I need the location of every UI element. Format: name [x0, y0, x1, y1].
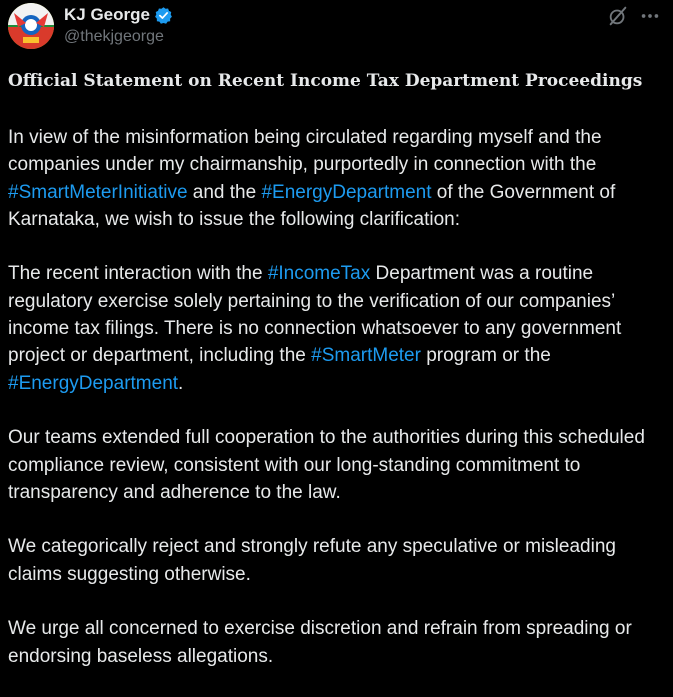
hashtag-link[interactable]: #IncomeTax: [267, 263, 371, 285]
hashtag-link[interactable]: #EnergyDepartment: [8, 372, 179, 394]
post-body: [8, 124, 668, 697]
grok-icon[interactable]: [607, 5, 629, 27]
paragraph-cooperation: Our teams extended full cooperation to the authorities during this scheduled compliance review, consistent with our long-standing commitment to transparency and adherence to the law.: [8, 427, 645, 503]
avatar[interactable]: [8, 3, 54, 49]
paragraph-urge: We urge all concerned to exercise discretion and refrain from spreading or endorsing baseless allegations.: [8, 618, 632, 667]
avatar-emblem-icon: [8, 3, 54, 49]
text-segment: program or the: [420, 345, 551, 367]
hashtag-link[interactable]: #SmartMeterInitiative: [8, 181, 188, 203]
hashtag-link[interactable]: #EnergyDepartment: [261, 181, 432, 203]
text-segment: and the: [187, 181, 262, 203]
author-handle[interactable]: @thekjgeorge: [64, 28, 164, 45]
hashtag-link[interactable]: #SmartMeter: [311, 345, 421, 367]
text-segment: .: [178, 372, 184, 394]
paragraph-refute: We categorically reject and strongly refute any speculative or misleading claims suggesting otherwise.: [8, 536, 616, 585]
post-header: [0, 0, 673, 60]
verified-badge-icon: [154, 6, 173, 25]
text-segment: of the Government of Karnataka, we wish to issue the following clarification:: [8, 181, 616, 230]
paragraph-income-tax: [8, 260, 668, 396]
text-segment: In view of the misinformation being circulated regarding myself and the companies under my chairmanship, purportedly in connection with the: [8, 127, 602, 176]
post-headline: Official Statement on Recent Income Tax Department Proceedings: [8, 71, 643, 91]
paragraph-clarification: [8, 124, 668, 233]
text-segment: The recent interaction with the: [8, 263, 268, 285]
name-row: [64, 4, 173, 26]
more-options-icon[interactable]: [639, 5, 661, 27]
display-name[interactable]: KJ George: [64, 5, 150, 24]
text-segment: Department was a routine regulatory exercise solely pertaining to the verification of our companies’ income tax filings. There is no connection whatsoever to any government project or department, including the: [8, 263, 622, 367]
